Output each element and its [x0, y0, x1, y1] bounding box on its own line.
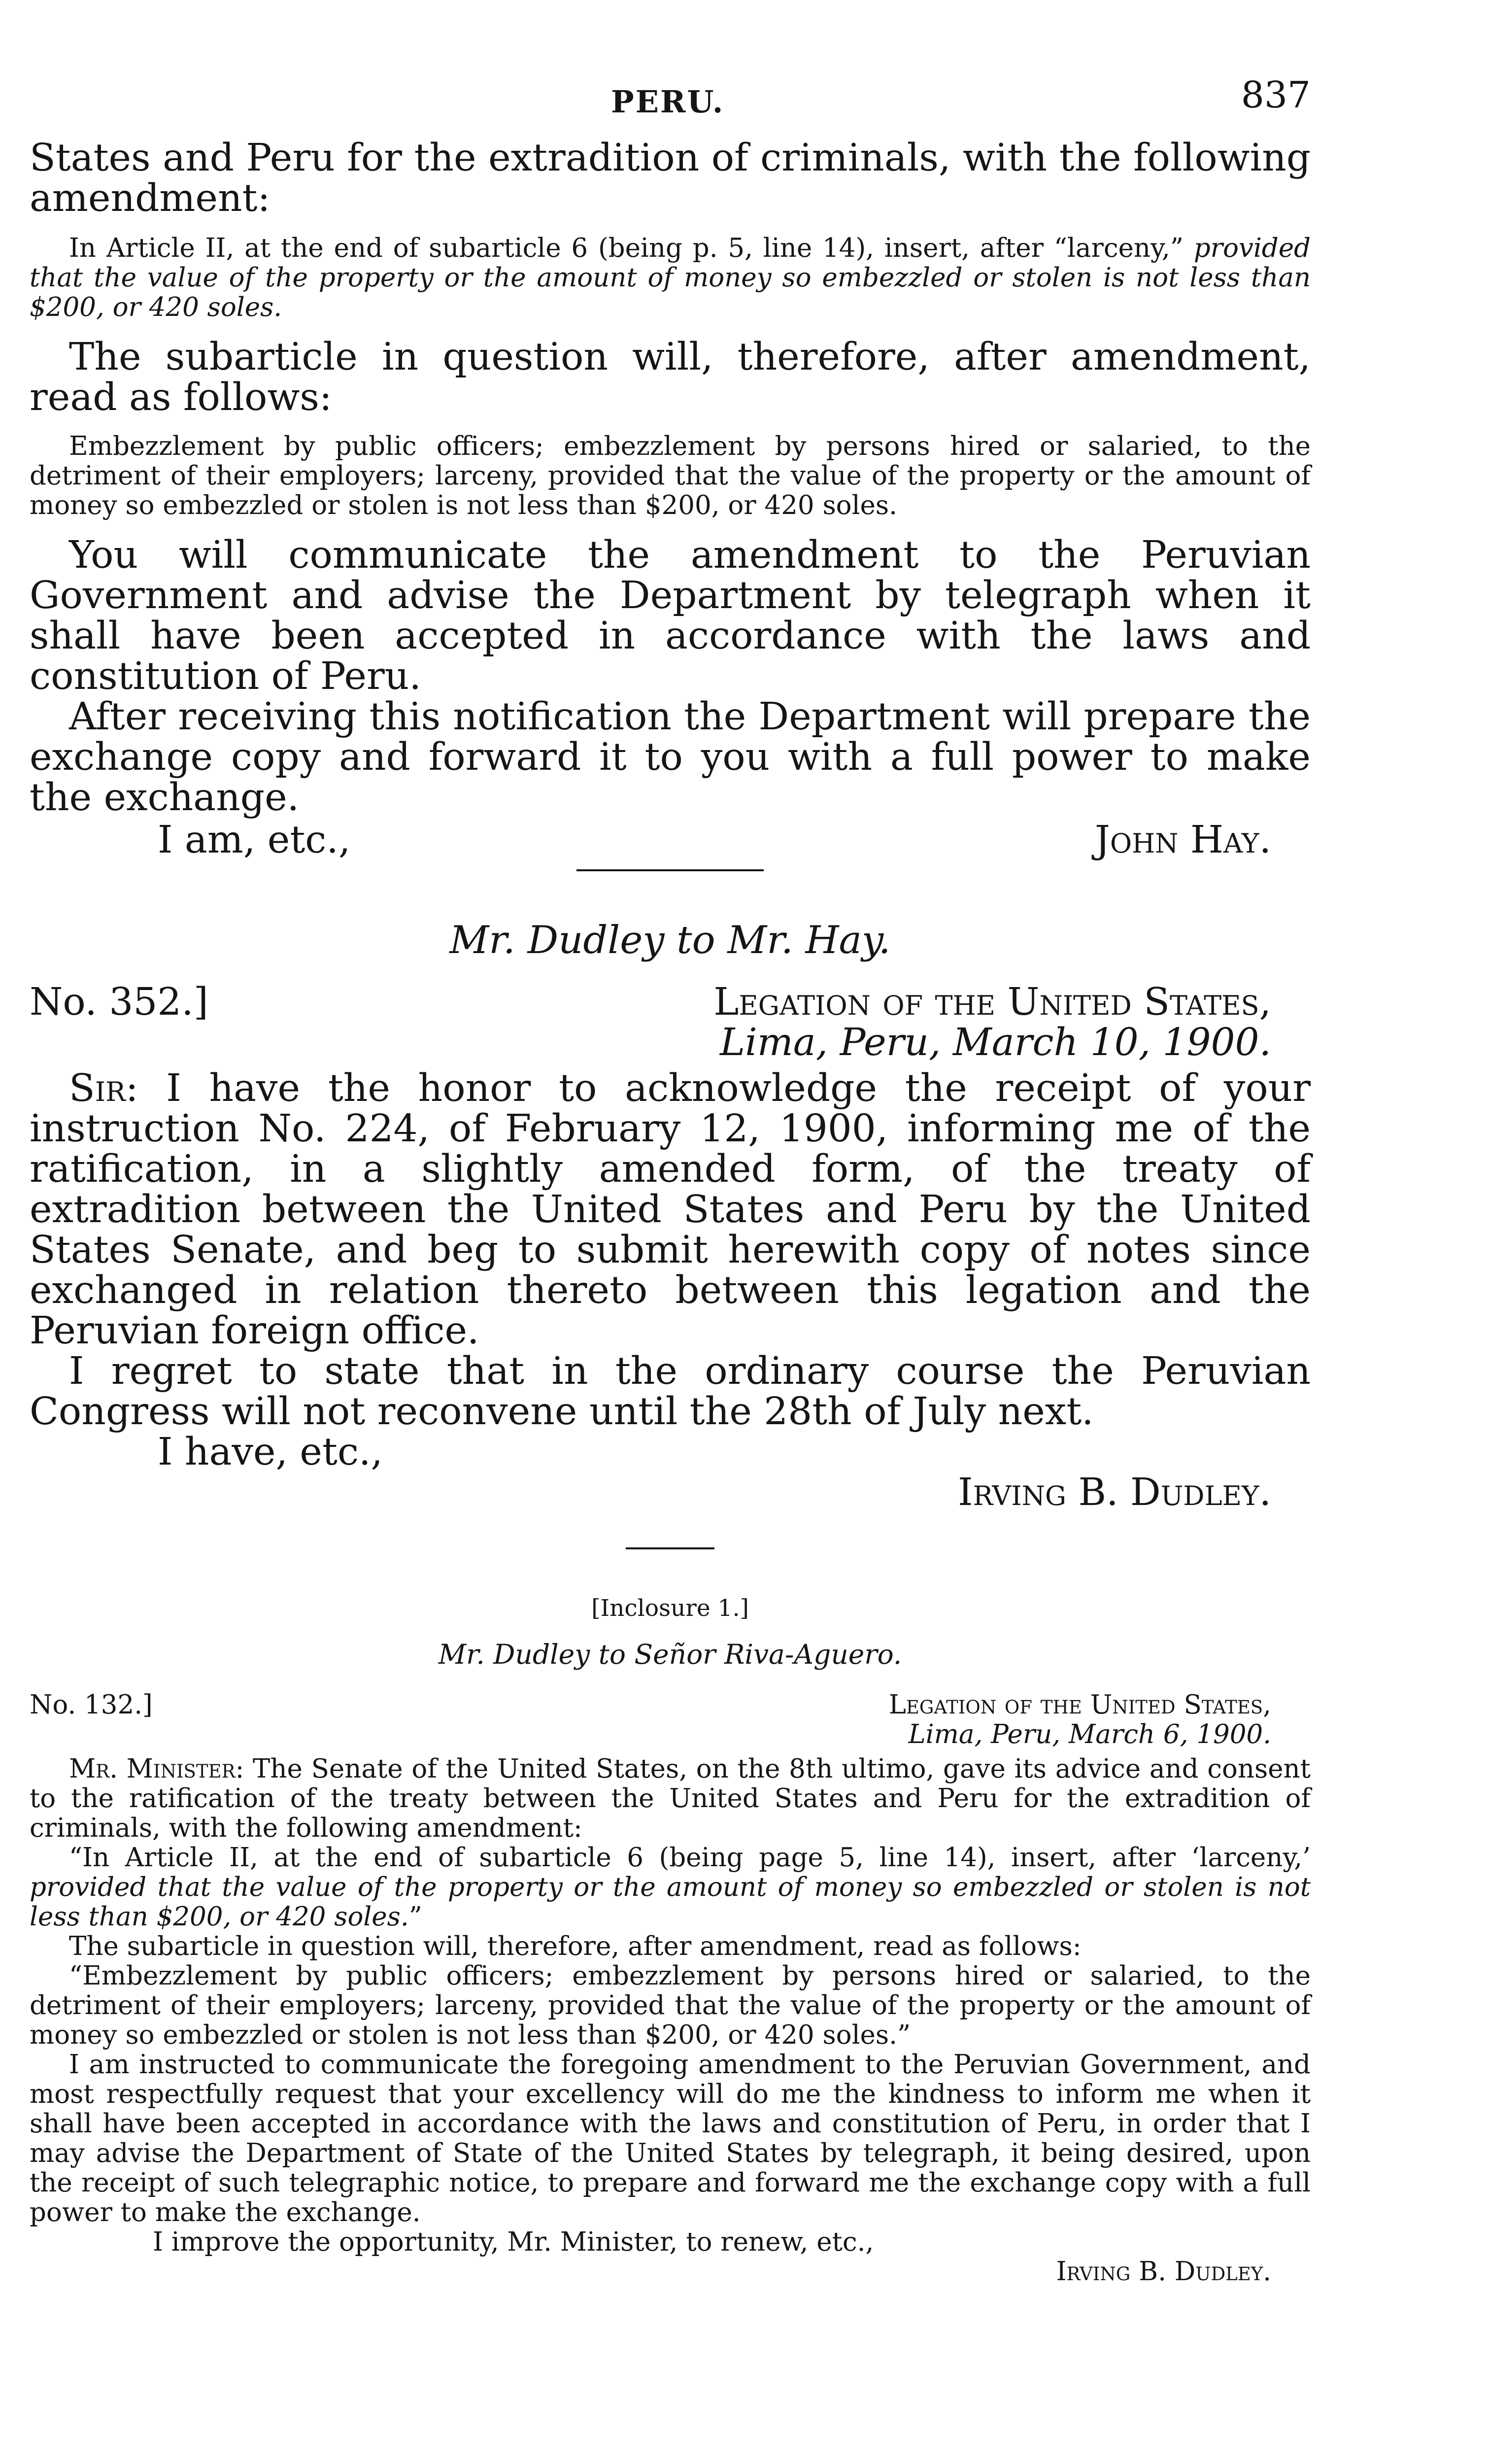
separator-rule [626, 1547, 714, 1549]
quote-close: ” [408, 1902, 422, 1932]
paragraph-1-text: The Senate of the United States, on the 8th ultimo, gave its advice and consent to the ratification of the treaty between the United States and Peru for the extradition of criminals, with the following amendment: [30, 1754, 1311, 1843]
subarticle-text: Embezzlement by public officers; embezzlement by persons hired or salaried, to the detriment of their employers; larceny, provided that the value of the property or the amount of money so embezzled or stolen is not less than $200, or 420 soles. [30, 431, 1311, 520]
inclosure-dateline [30, 1690, 1311, 1754]
letter-paragraph-2: I regret to state that in the ordinary course the Peruvian Congress will not reconvene until the 28th of July next. [30, 1349, 1311, 1434]
note-number: No. 132.] [30, 1690, 153, 1720]
quoted-amendment-plain: “In Article II, at the end of subarticle 6 (being page 5, line 14), insert, after ‘larceny,’ [69, 1843, 1311, 1873]
letter-heading: Mr. Dudley to Mr. Hay. [449, 918, 891, 962]
running-title: PERU. [611, 84, 725, 120]
legation-name: Legation of the United States, [713, 980, 1271, 1024]
inclosure-dateline-right [889, 1690, 1271, 1749]
salutation: Mr. Minister: [69, 1754, 244, 1784]
dateline-right [713, 982, 1271, 1063]
after-receiving-paragraph: After receiving this notification the Department will prepare the exchange copy and forward it to you with a full power to make the exchange. [30, 695, 1311, 820]
quoted-amendment [30, 1843, 1311, 1932]
paragraph-1-text: I have the honor to acknowledge the receipt of your instruction No. 224, of February 12, 1900, informing me of the ratification, in a slightly amended form, of the treaty of extradition between the United States and Peru by the United States Senate, and beg to submit herewith copy of notes since exchanged in relation thereto between this legation and the Peruvian foreign office. [30, 1066, 1311, 1353]
quoted-amendment-italic: provided that the value of the property or the amount of money so embezzled or stolen is not less than $200, or 420 soles. [30, 1872, 1311, 1932]
subarticle-intro: The subarticle in question will, therefore, after amendment, read as follows: [69, 1931, 1082, 1961]
salutation: Sir: [69, 1066, 138, 1110]
amendment-text [30, 234, 1311, 322]
inclosure-1 [30, 1594, 1311, 2287]
separator-rule [576, 869, 764, 871]
amendment-plain: In Article II, at the end of subarticle 6 (being p. 5, line 14), insert, after “larceny,” [69, 233, 1184, 263]
place-date: Lima, Peru, March 6, 1900. [908, 1719, 1271, 1749]
letter-dudley-to-hay [30, 918, 1311, 1549]
subarticle-text: “Embezzlement by public officers; embezzlement by persons hired or salaried, to the detriment of their employers; larceny, provided that the value of the property or the amount of money so embezzled or stolen is not less than $200, or 420 soles.” [30, 1961, 1311, 2050]
closing-line [30, 820, 1311, 864]
amendment-italic: provided that the value of the property or the amount of money so embezzled or stolen is not less than $200, or 420 soles. [30, 233, 1311, 322]
page-header [30, 69, 1311, 128]
closing: I am, etc., [158, 818, 351, 862]
closing: I improve the opportunity, Mr. Minister, to renew, etc., [153, 2227, 874, 2257]
letter-paragraph-1 [30, 1068, 1311, 1351]
signature-dudley: Irving B. Dudley. [958, 1471, 1271, 1514]
closing: I have, etc., [158, 1430, 383, 1474]
signature-hay: John Hay. [1094, 818, 1271, 862]
inclosure-heading: Mr. Dudley to Señor Riva-Aguero. [438, 1639, 902, 1670]
subarticle-intro: The subarticle in question will, therefore, after amendment, read as follows: [30, 335, 1311, 419]
dispatch-number: No. 352.] [30, 980, 208, 1024]
inclosure-label: [Inclosure 1.] [591, 1595, 749, 1622]
document-page [30, 69, 1311, 2287]
signature-dudley: Irving B. Dudley. [1056, 2257, 1271, 2287]
letter-hay-continuation [30, 138, 1311, 871]
legation-name: Legation of the United States, [888, 1690, 1271, 1720]
opening-paragraph: States and Peru for the extradition of criminals, with the following amendment: [30, 136, 1311, 220]
inclosure-paragraph-1 [30, 1754, 1311, 1843]
instructed-paragraph: I am instructed to communicate the foregoing amendment to the Peruvian Government, and most respectfully request that your excellency will do me the kindness to inform me when it shall have been accepted in accordance with the laws and constitution of Peru, in order that I may advise the Department of State of the United States by telegraph, it being desired, upon the receipt of such telegraphic notice, to prepare and forward me the exchange copy with a full power to make the exchange. [30, 2050, 1311, 2227]
dateline [30, 982, 1311, 1068]
page-number: 837 [1241, 74, 1311, 116]
communicate-paragraph: You will communicate the amendment to the Peruvian Government and advise the Department by telegraph when it shall have been accepted in accordance with the laws and constitution of Peru. [30, 533, 1311, 698]
place-date: Lima, Peru, March 10, 1900. [719, 1021, 1271, 1064]
